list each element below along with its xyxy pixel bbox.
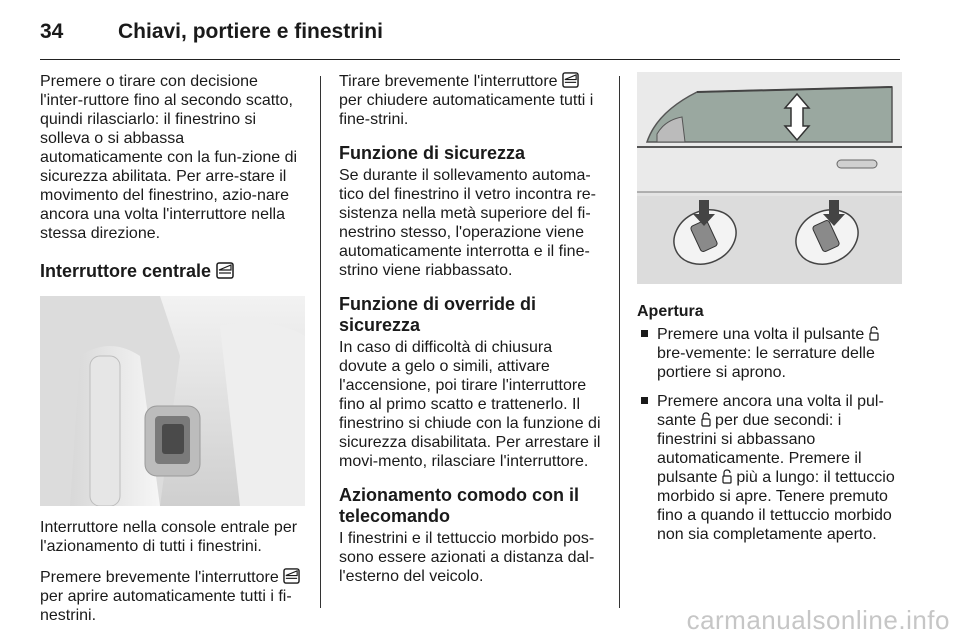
list-item: [637, 392, 902, 544]
heading-remote-operation: Azionamento comodo con il telecomando: [339, 485, 580, 526]
list-item-text-part3: più a lungo: il tettuccio morbido si apre. Tenere premuto fino a quando il tettuccio morbido non sia completamente aperto.: [657, 469, 895, 543]
column-right: [637, 72, 902, 554]
bullet-square: [641, 397, 648, 404]
heading-safety-function: Funzione di sicurezza: [339, 143, 526, 163]
paragraph-close-all: [339, 72, 604, 129]
heading-central-switch: [40, 261, 305, 282]
column-left: [40, 72, 305, 637]
paragraph-remote-operation: I finestrini e il tettuccio morbido pos-sono essere azionati a distanza dal-l'esterno del veicolo.: [339, 530, 595, 585]
list-item-text-part2: bre-vemente: le serrature delle portiere si aprono.: [657, 345, 875, 381]
console-switch-photo: [40, 296, 305, 506]
window-switch-icon: [216, 262, 234, 279]
remote-key-window-illustration: [637, 72, 902, 284]
page-number: 34: [40, 20, 64, 43]
unlock-padlock-icon: [701, 412, 711, 427]
subheading-opening: Apertura: [637, 303, 704, 320]
unlock-padlock-icon: [722, 469, 732, 484]
paragraph-close-all-part2: per chiudere automaticamente tutti i fine-strini.: [339, 92, 594, 128]
list-item-text-part1: Premere una volta il pulsante: [657, 326, 865, 343]
paragraph-open-all: [40, 568, 305, 625]
heading-central-switch-text: Interruttore centrale: [40, 261, 212, 281]
list-item: [637, 325, 902, 382]
column-middle: [339, 72, 604, 598]
bullet-square: [641, 330, 648, 337]
paragraph-open-all-part2: per aprire automaticamente tutti i fi-nestrini.: [40, 588, 292, 624]
paragraph-safety-override: In caso di difficoltà di chiusura dovute a gelo o simili, attivare l'accensione, poi tirare l'interruttore fino al primo scatto e trattenerlo. Il finestrino si chiude con la funzione di sicurezza disabilitata. Per arrestare il movi-mento, rilasciare l'interruttore.: [339, 339, 601, 470]
window-switch-icon: [562, 72, 579, 88]
chapter-title: Chiavi, portiere e finestrini: [118, 20, 383, 43]
paragraph-safety-function: Se durante il sollevamento automa-tico del finestrino il vetro incontra re-sistenza nella metà superiore del fi-nestrino stesso, l'operazione viene automaticamente interrotta e il fine-strino viene riabbassato.: [339, 167, 596, 279]
figure-caption: Interruttore nella console entrale per l'azionamento di tutti i finestrini.: [40, 519, 298, 555]
opening-steps-list: [637, 325, 902, 544]
list-item-text-part2: per due secondi: i finestrini si abbassano automaticamente. Premere il pulsante: [657, 412, 862, 486]
header-divider: [40, 59, 900, 60]
watermark: carmanualsonline.info: [686, 605, 950, 635]
list-item-text-part1: Premere ancora una volta il pul-sante: [657, 393, 884, 429]
window-switch-icon: [283, 568, 300, 584]
page-header: [40, 14, 900, 54]
column-divider-2: [619, 76, 620, 608]
paragraph-window-auto: Premere o tirare con decisione l'inter-ruttore fino al secondo scatto, quindi rilasciarlo: il finestrino si solleva o si abbassa automaticamente con la fun-zione di sicurezza abilitata. Per arre-stare il movimento del finestrino, azio-nare ancora una volta l'interruttore nella stessa direzione.: [40, 73, 298, 242]
heading-safety-override: Funzione di override di sicurezza: [339, 294, 537, 335]
paragraph-close-all-part1: Tirare brevemente l'interruttore: [339, 73, 558, 90]
paragraph-open-all-part1: Premere brevemente l'interruttore: [40, 569, 279, 586]
column-divider-1: [320, 76, 321, 608]
unlock-padlock-icon: [869, 326, 879, 341]
